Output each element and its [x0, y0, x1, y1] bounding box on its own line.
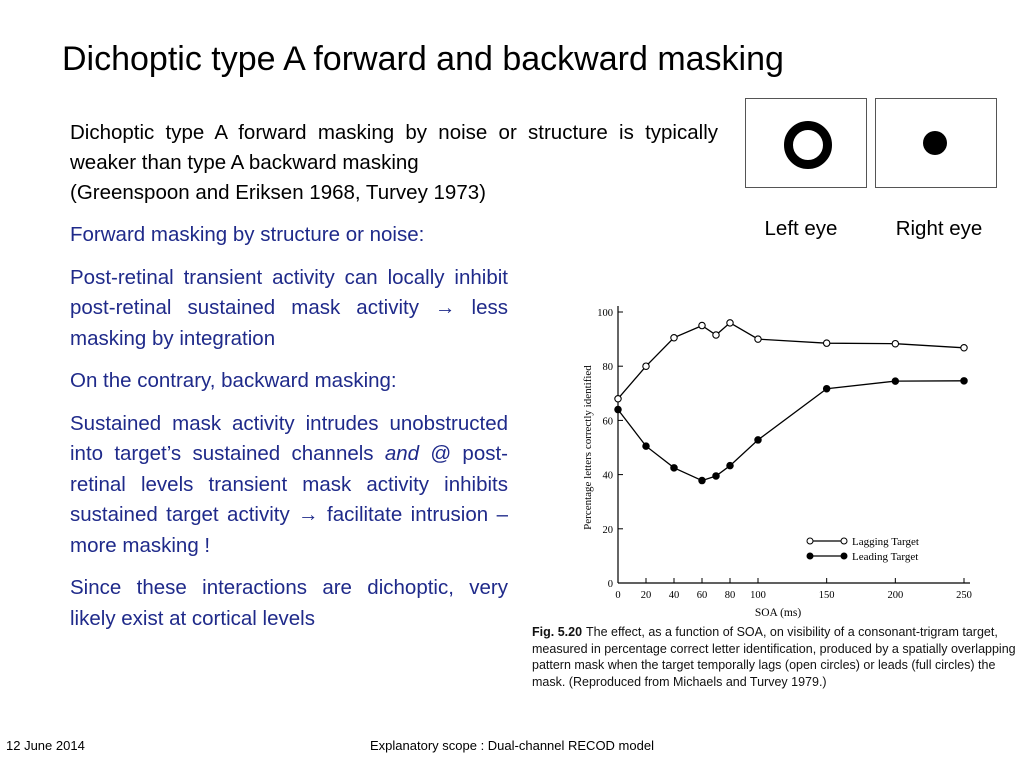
bullet-dichoptic-conclusion: Since these interactions are dichoptic, very likely exist at cortical levels: [70, 576, 508, 630]
x-tick-label: 250: [956, 590, 972, 601]
series-line-leading: [618, 381, 964, 481]
legend-marker: [841, 538, 847, 544]
x-tick-label: 150: [818, 590, 835, 601]
right-eye-stimulus-box: [875, 98, 997, 188]
x-tick-label: 40: [668, 590, 680, 601]
data-point-lagging: [823, 340, 829, 346]
left-eye-label: Left eye: [764, 217, 838, 240]
legend-marker: [807, 538, 813, 544]
left-eye-stimulus-box: [745, 98, 867, 188]
data-point-lagging: [643, 363, 649, 369]
slide-title: Dichoptic type A forward and backward masking: [62, 40, 784, 78]
legend-marker: [841, 553, 847, 559]
x-tick-label: 20: [640, 590, 652, 601]
x-tick-label: 100: [750, 590, 766, 601]
data-point-leading: [671, 465, 677, 471]
data-point-lagging: [892, 341, 898, 347]
y-tick-label: 0: [607, 579, 613, 590]
ring-stimulus-icon: [784, 121, 832, 169]
data-point-leading: [727, 462, 733, 468]
data-point-leading: [892, 378, 898, 384]
data-point-leading: [699, 477, 705, 483]
footer-date: 12 June 2014: [6, 738, 85, 753]
bullet-list: [70, 220, 508, 646]
data-point-lagging: [713, 332, 719, 338]
x-tick-label: 60: [696, 590, 708, 601]
intro-paragraph: [70, 118, 718, 208]
x-tick-label: 80: [724, 590, 736, 601]
data-point-leading: [823, 385, 829, 391]
data-point-lagging: [961, 345, 967, 351]
legend-marker: [807, 553, 813, 559]
bullet-backward-heading: On the contrary, backward masking:: [70, 369, 397, 392]
y-tick-label: 20: [602, 524, 613, 536]
y-tick-label: 100: [597, 308, 613, 319]
legend-label: Leading Target: [852, 551, 919, 563]
bullet-forward-detail: Post-retinal transient activity can locally inhibit post-retinal sustained mask activity → less masking by integration: [70, 265, 508, 350]
legend-label: Lagging Target: [852, 536, 919, 548]
data-point-lagging: [699, 322, 705, 328]
x-axis-label: SOA (ms): [754, 607, 802, 619]
y-tick-label: 40: [602, 470, 613, 482]
data-point-lagging: [727, 320, 733, 326]
x-tick-label: 0: [615, 590, 621, 601]
y-axis-label: Percentage letters correctly identified: [582, 365, 594, 530]
data-point-leading: [615, 406, 621, 412]
y-tick-label: 60: [602, 416, 613, 428]
intro-line-main: Dichoptic type A forward masking by noise or structure is typically weaker than type A backward masking: [70, 121, 718, 174]
figure-caption: [532, 624, 1018, 690]
bullet-backward-part1: Sustained mask activity intrudes unobstructed into target’s sustained channels: [70, 411, 508, 465]
x-tick-label: 200: [887, 590, 904, 601]
bullet-forward-heading: Forward masking by structure or noise:: [70, 223, 425, 246]
dot-stimulus-icon: [923, 131, 947, 155]
data-point-leading: [961, 378, 967, 384]
right-eye-label: Right eye: [895, 217, 983, 240]
bullet-backward-detail: [70, 409, 508, 562]
data-point-leading: [713, 473, 719, 479]
intro-citation: (Greenspoon and Eriksen 1968, Turvey 1973): [70, 181, 486, 204]
footer-title: Explanatory scope : Dual-channel RECOD model: [370, 738, 654, 753]
series-line-lagging: [618, 323, 964, 399]
data-point-lagging: [671, 335, 677, 341]
data-point-leading: [755, 437, 761, 443]
data-point-leading: [643, 443, 649, 449]
data-point-lagging: [755, 336, 761, 342]
figure-caption-text: The effect, as a function of SOA, on visibility of a consonant-trigram target, measured in percentage correct letter identification, produced by a spatially overlapping pattern mask when the target temporally lags (open circles) or leads (full circles) the mask. (Reproduced from Michaels and Turvey 1979.): [532, 625, 1016, 689]
soa-masking-chart: [578, 298, 978, 620]
bullet-backward-and: and: [384, 442, 420, 465]
data-point-lagging: [615, 396, 621, 402]
figure-caption-label: Fig. 5.20: [532, 625, 583, 639]
y-tick-label: 80: [602, 362, 613, 374]
bullet-backward-part2: @ post-retinal levels transient mask activity inhibits sustained target activity → facilitate intrusion – more masking !: [70, 442, 508, 557]
